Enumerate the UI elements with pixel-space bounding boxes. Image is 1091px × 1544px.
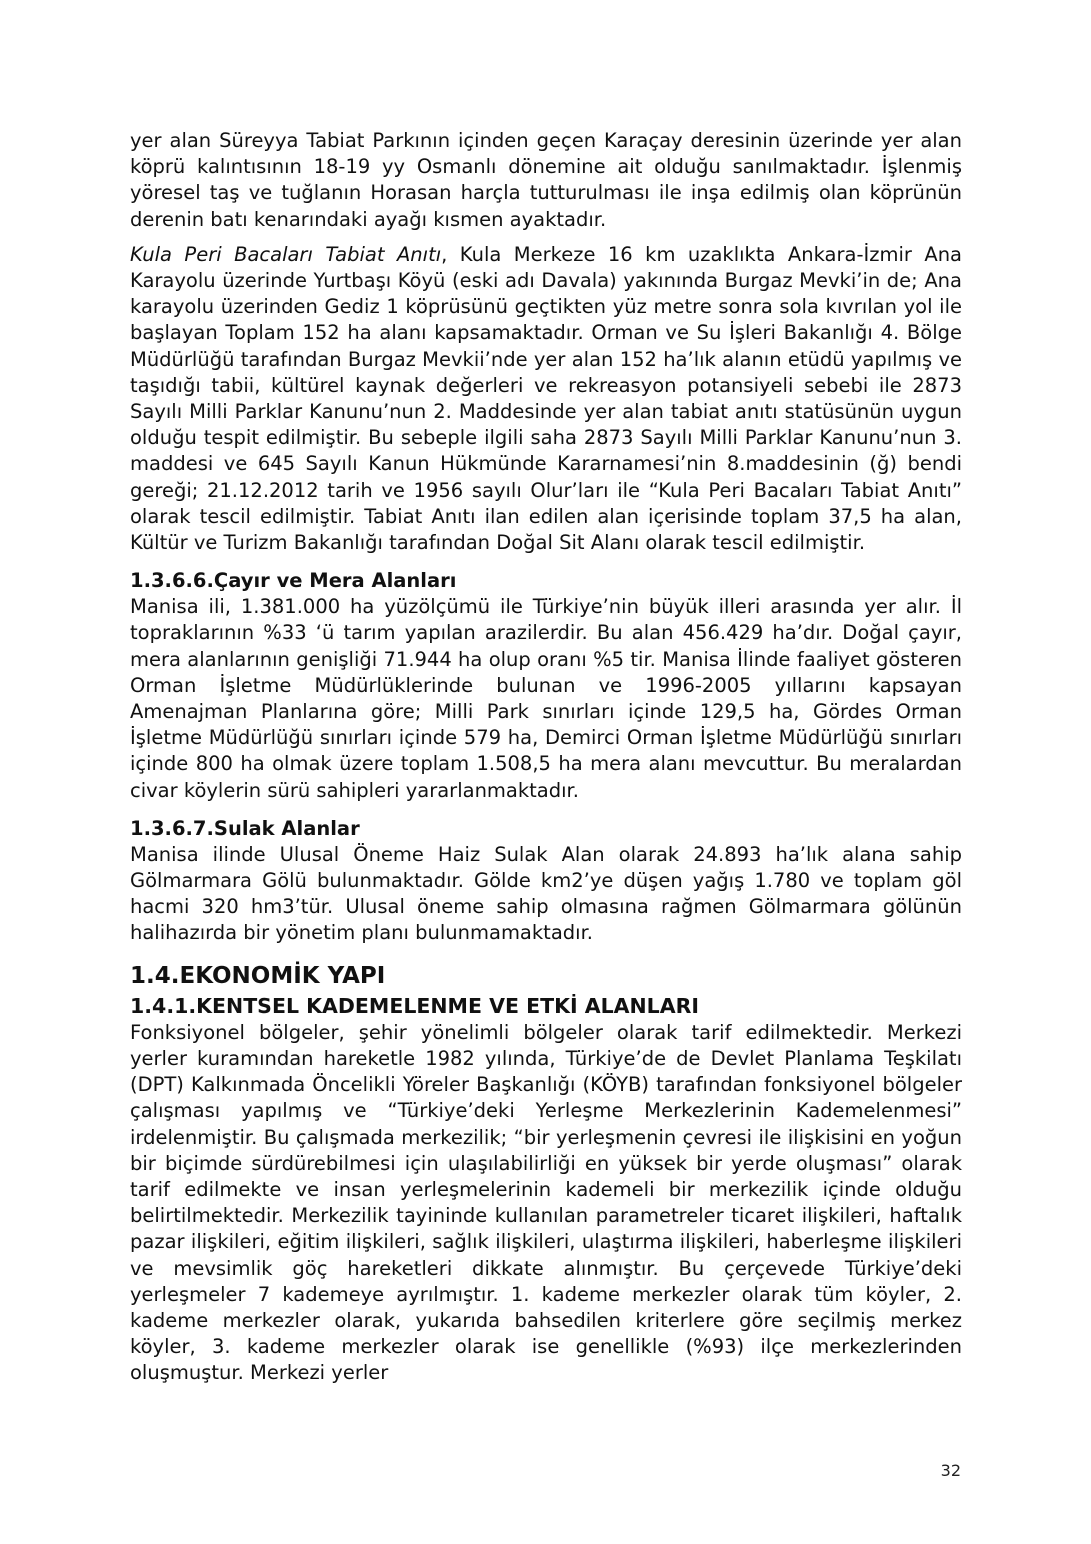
paragraph-kula-peri-bacalari	[130, 242, 962, 556]
paragraph-sulak-alanlar: Manisa ilinde Ulusal Öneme Haiz Sulak Alan olarak 24.893 ha’lık alana sahip Gölmarmara Gölü bulunmaktadır. Gölde km2’ye düşen yağış 1.780 ve toplam göl hacmi 320 hm3’tür. Ulusal öneme sahip olmasına rağmen Gölmarmara gölünün halihazırda bir yönetim planı bulunmamaktadır.	[130, 842, 962, 945]
heading-cayir-mera: 1.3.6.6.Çayır ve Mera Alanları	[130, 569, 457, 593]
paragraph-kentsel-kademelenme: Fonksiyonel bölgeler, şehir yönelimli bölgeler olarak tarif edilmektedir. Merkezi yerler kuramından hareketle 1982 yılında, Türkiye’de de Devlet Planlama Teşkilatı (DPT) Kalkınmada Öncelikli Yöreler Başkanlığı (KÖYB) tarafından fonksiyonel bölgeler çalışması yapılmış ve “Türkiye’deki Yerleşme Merkezlerinin Kademelenmesi” irdelenmiştir. Bu çalışmada merkezilik; “bir yerleşmenin çevresi ile ilişkisini en yoğun bir biçimde sürdürebilmesi için ulaşılabilirliği en yüksek bir yerde oluşması” olarak tarif edilmekte ve insan yerleşmelerinin kademeli bir merkezilik içinde olduğu belirtilmektedir. Merkezilik tayininde kullanılan parametreler ticaret ilişkileri, haftalık pazar ilişkileri, eğitim ilişkileri, sağlık ilişkileri, ulaştırma ilişkileri, haberleşme ilişkileri ve mevsimlik göç hareketleri dikkate alınmıştır. Bu çerçevede Türkiye’deki yerleşmeler 7 kademeye ayrılmıştır. 1. kademe merkezler olarak tüm köyler, 2. kademe merkezler olarak, yukarıda bahsedilen kriterlere göre seçilmiş merkez köyler, 3. kademe merkezler olarak ise genellikle (%93) ilçe merkezlerinden oluşmuştur. Merkezi yerler	[130, 1020, 962, 1385]
heading-ekonomik-yapi: 1.4.EKONOMİK YAPI	[130, 962, 386, 989]
heading-kentsel-kademelenme: 1.4.1.KENTSEL KADEMELENME VE ETKİ ALANLARI	[130, 993, 700, 1018]
paragraph-koprü: yer alan Süreyya Tabiat Parkının içinden geçen Karaçay deresinin üzerinde yer alan köprü kalıntısının 18-19 yy Osmanlı dönemine ait olduğu sanılmaktadır. İşlenmiş yöresel taş ve tuğlanın Horasan harçla tutturulması ile inşa edilmiş olan köprünün derenin batı kenarındaki ayağı kısmen ayaktadır.	[130, 129, 962, 231]
kula-peri-bacalari-title: Kula Peri Bacaları Tabiat Anıtı	[130, 242, 442, 266]
kula-peri-bacalari-text: , Kula Merkeze 16 km uzaklıkta Ankara-İzmir Ana Karayolu üzerinde Yurtbaşı Köyü (eski adı Davala) yakınında Burgaz Mevki’in de; Ana karayolu üzerinden Gediz 1 köprüsünü geçtikten yüz metre sonra sola kıvrılan yol ile başlayan Toplam 152 ha alanı kapsamaktadır. Orman ve Su İşleri Bakanlığı 4. Bölge Müdürlüğü tarafından Burgaz Mevkii’nde yer alan 152 ha’lık alanın etüdü yapılmış ve taşıdığı tabii, kültürel kaynak değerleri ve rekreasyon potansiyeli sebebi ile 2873 Sayılı Milli Parklar Kanunu’nun 2. Maddesinde yer alan tabiat anıtı statüsünün uygun olduğu tespit edilmiştir. Bu sebeple ilgili saha 2873 Sayılı Milli Parklar Kanunu’nun 3. maddesi ve 645 Sayılı Kanun Hükmünde Kararnamesi’nin 8.maddesinin (ğ) bendi gereği; 21.12.2012 tarih ve 1956 sayılı Olur’ları ile “Kula Peri Bacaları Tabiat Anıtı” olarak tescil edilmiştir. Tabiat Anıtı ilan edilen alan içerisinde toplam 37,5 ha alan, Kültür ve Turizm Bakanlığı tarafından Doğal Sit Alanı olarak tescil edilmiştir.	[130, 242, 962, 555]
paragraph-cayir-mera: Manisa ili, 1.381.000 ha yüzölçümü ile Türkiye’nin büyük illeri arasında yer alır. İl topraklarının %33 ‘ü tarım yapılan arazilerdir. Bu alan 456.429 ha’dır. Doğal çayır, mera alanlarının genişliği 71.944 ha olup oranı %5 tir. Manisa İlinde faaliyet gösteren Orman İşletme Müdürlüklerinde bulunan ve 1996-2005 yıllarını kapsayan Amenajman Planlarına göre; Milli Park sınırları içinde 129,5 ha, Gördes Orman İşletme Müdürlüğü sınırları içinde 579 ha, Demirci Orman İşletme Müdürlüğü sınırları içinde 800 ha olmak üzere toplam 1.508,5 ha mera alanı mevcuttur. Bu meralardan civar köylerin sürü sahipleri yararlanmaktadır.	[130, 595, 962, 802]
document-page	[130, 128, 962, 1387]
page-number: 32	[940, 1461, 961, 1480]
heading-sulak-alanlar: 1.3.6.7.Sulak Alanlar	[130, 816, 360, 840]
